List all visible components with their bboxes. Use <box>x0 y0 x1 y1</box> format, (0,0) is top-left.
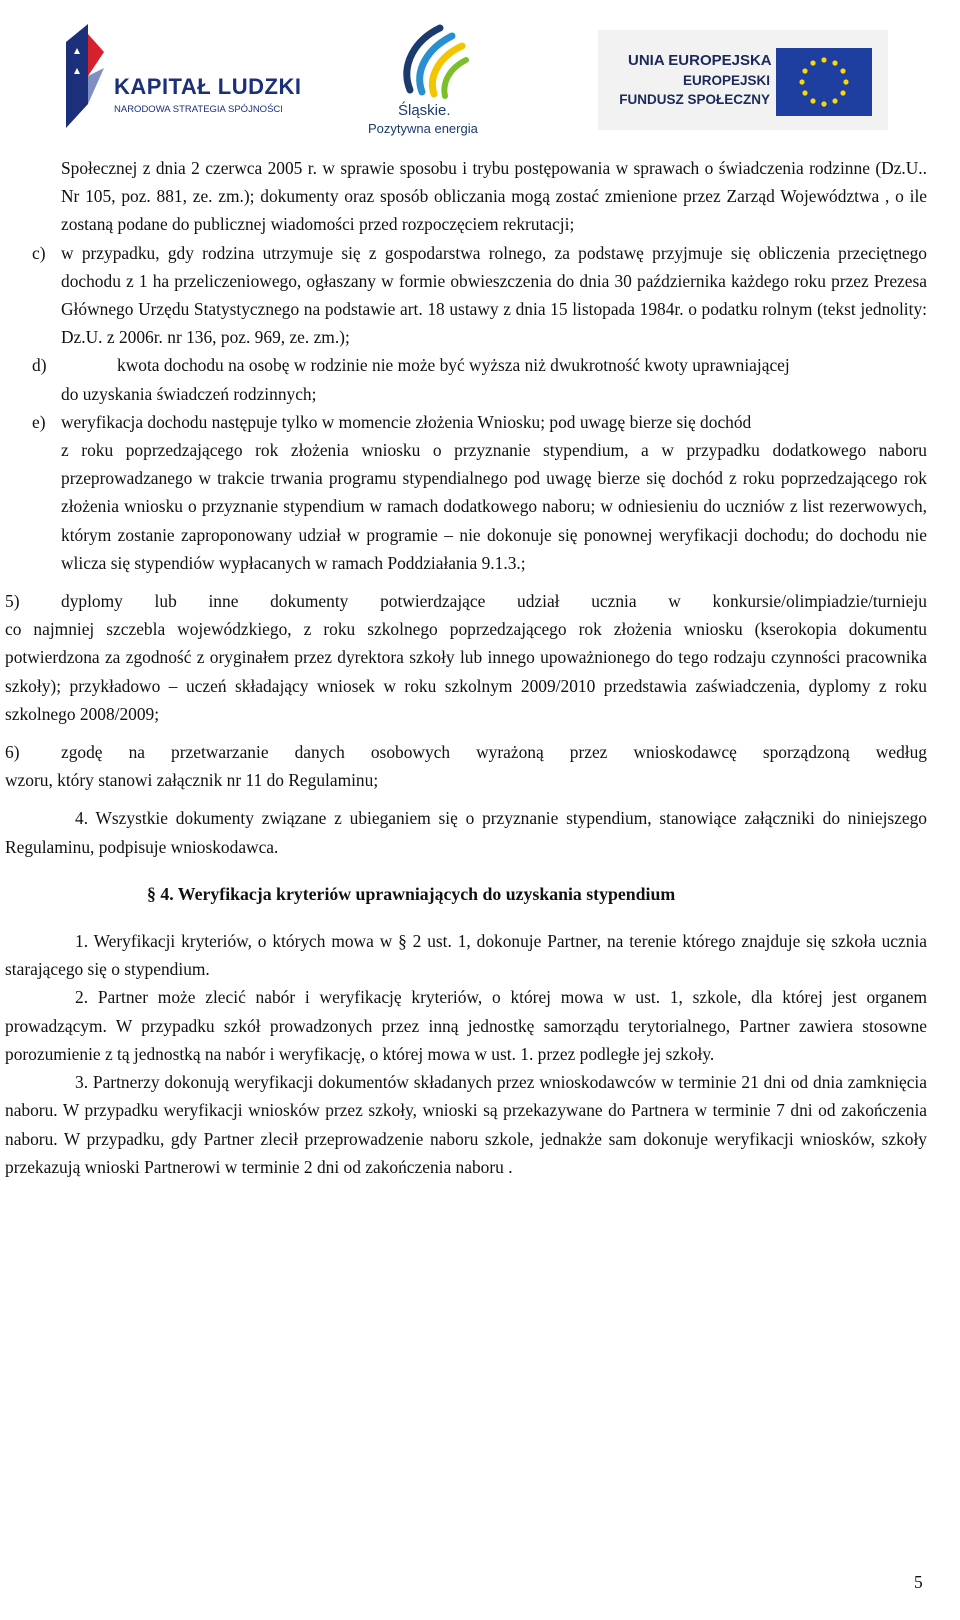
slaskie-name: Śląskie. <box>398 102 451 119</box>
ue-line1: UNIA EUROPEJSKA <box>628 52 772 69</box>
paragraph-4: 4. Wszystkie dokumenty związane z ubieganiem się o przyznanie stypendium, stanowiące załączniki do niniejszego Regulaminu, podpisuje wnioskodawca. <box>5 808 927 857</box>
list-item-c <box>5 239 927 352</box>
ue-line2: EUROPEJSKI <box>682 73 770 88</box>
item-5-first-line: dyplomy lub inne dokumenty potwierdzające udział ucznia w konkursie/olimpiadzie/turnieju <box>61 591 927 612</box>
section4-paragraph-2: 2. Partner może zlecić nabór i weryfikację kryteriów, o której mowa w ust. 1, szkole, dla której jest organem prowadzącym. W przypadku szkół prowadzonych przez inną jednostkę samorządu terytorialnego, Partner zawiera stosowne porozumienie z tą jednostką na nabór i weryfikację, o której mowa w ust. 1. przez podległe jej szkoły. <box>5 987 927 1064</box>
list-item-5 <box>5 587 927 728</box>
item-c-label: c) <box>32 242 46 263</box>
item-d-text-line1: kwota dochodu na osobę w rodzinie nie może być wyższa niż dwukrotność kwoty uprawniającej <box>117 355 790 376</box>
item-5-rest: co najmniej szczebla wojewódzkiego, z roku szkolnego poprzedzającego rok złożenia wniosku (kserokopia dokumentu potwierdzona za zgodność z oryginałem przez dyrektora szkoły lub innego upoważnionego do tego rodzaju czynności pracownika szkoły); przykładowo – uczeń składający wniosek w roku szkolnym 2009/2010 przedstawia zaświadczenia, dyplomy z roku szkolnego 2008/2009; <box>5 619 927 724</box>
section4-paragraph-1: 1. Weryfikacji kryteriów, o których mowa w § 2 ust. 1, dokonuje Partner, na terenie którego znajduje się szkoła ucznia starającego się o stypendium. <box>5 931 927 980</box>
section-heading: § 4. Weryfikacja kryteriów uprawniających do uzyskania stypendium <box>147 883 676 904</box>
item-5-label: 5) <box>5 591 20 612</box>
list-item-6 <box>5 738 927 794</box>
list-item-d <box>5 351 927 407</box>
item-6-rest: wzoru, który stanowi załącznik nr 11 do Regulaminu; <box>5 770 379 791</box>
item-6-first-line: zgodę na przetwarzanie danych osobowych wyrażoną przez wnioskodawcę sporządzoną według <box>61 742 927 763</box>
kapital-ludzki-emblem-icon <box>62 24 106 128</box>
item-d-text-line2: do uzyskania świadczeń rodzinnych; <box>61 383 317 404</box>
item-e-text-rest: z roku poprzedzającego rok złożenia wniosku o przyznanie stypendium, a w przypadku dodatkowego naboru przeprowadzanego w trakcie trwania programu stypendialnego pod uwagę bierze się dochód z roku poprzedzającego rok złożenia wniosku o przyznanie stypendium w ramach dodatkowego naboru; w odniesieniu do uczniów z list rezerwowych, którym zostanie zaproponowany udział w programie – nie dokonuje się ponownej weryfikacji dochodu; do dochodu nie wlicza się stypendiów wypłacanych w ramach Poddziałania 9.1.3.; <box>61 440 927 573</box>
list-item-e <box>5 408 927 577</box>
page-number: 5 <box>914 1572 923 1592</box>
item-6-label: 6) <box>5 742 20 763</box>
document-body <box>5 154 927 1181</box>
kapital-ludzki-title: KAPITAŁ LUDZKI <box>114 74 302 99</box>
unia-europejska-logo <box>598 30 888 130</box>
slaskie-tagline: Pozytywna energia <box>368 121 478 136</box>
item-e-label: e) <box>32 411 46 432</box>
item-c-text: w przypadku, gdy rodzina utrzymuje się z gospodarstwa rolnego, za podstawę przyjmuje się obliczenia przeciętnego dochodu z 1 ha przeliczeniowego, ogłaszany w formie obwieszczenia do dnia 30 października każdego roku przez Prezesa Głównego Urzędu Statystycznego na podstawie art. 18 ustawy z dnia 15 listopada 1984r. o podatku rolnym (tekst jednolity: Dz.U. z 2006r. nr 136, poz. 969, ze. zm.); <box>61 242 927 348</box>
slaskie-waves-icon <box>390 20 470 100</box>
slaskie-logo <box>360 20 500 140</box>
item-d-label: d) <box>32 355 47 376</box>
section4-paragraph-3: 3. Partnerzy dokonują weryfikacji dokumentów składanych przez wnioskodawców w terminie 21 dni od dnia zamknięcia naboru. W przypadku weryfikacji wniosków przez szkoły, wnioski są przekazywane do Partnera w terminie 7 dni od zakończenia naboru. W przypadku, gdy Partner zlecił przeprowadzenie naboru szkole, jednakże sam dokonuje weryfikacji wniosków, szkoły przekazują wnioski Partnerowi w terminie 2 dni od zakończenia naboru . <box>5 1072 927 1177</box>
kapital-ludzki-subtitle: NARODOWA STRATEGIA SPÓJNOŚCI <box>114 104 283 115</box>
ue-line3: FUNDUSZ SPOŁECZNY <box>619 92 770 107</box>
item-e-text-line1: weryfikacja dochodu następuje tylko w momencie złożenia Wniosku; pod uwagę bierze się dochód <box>61 411 752 432</box>
kapital-ludzki-logo <box>62 24 302 136</box>
eu-flag-icon <box>776 48 872 116</box>
intro-paragraph: Społecznej z dnia 2 czerwca 2005 r. w sprawie sposobu i trybu postępowania w sprawach o świadczenia rodzinne (Dz.U.. Nr 105, poz. 881, ze. zm.); dokumenty oraz sposób obliczania mogą zostać zmienione przez Zarząd Województwa , o ile zostaną podane do publicznej wiadomości przed rozpoczęciem rekrutacji; <box>61 158 927 235</box>
